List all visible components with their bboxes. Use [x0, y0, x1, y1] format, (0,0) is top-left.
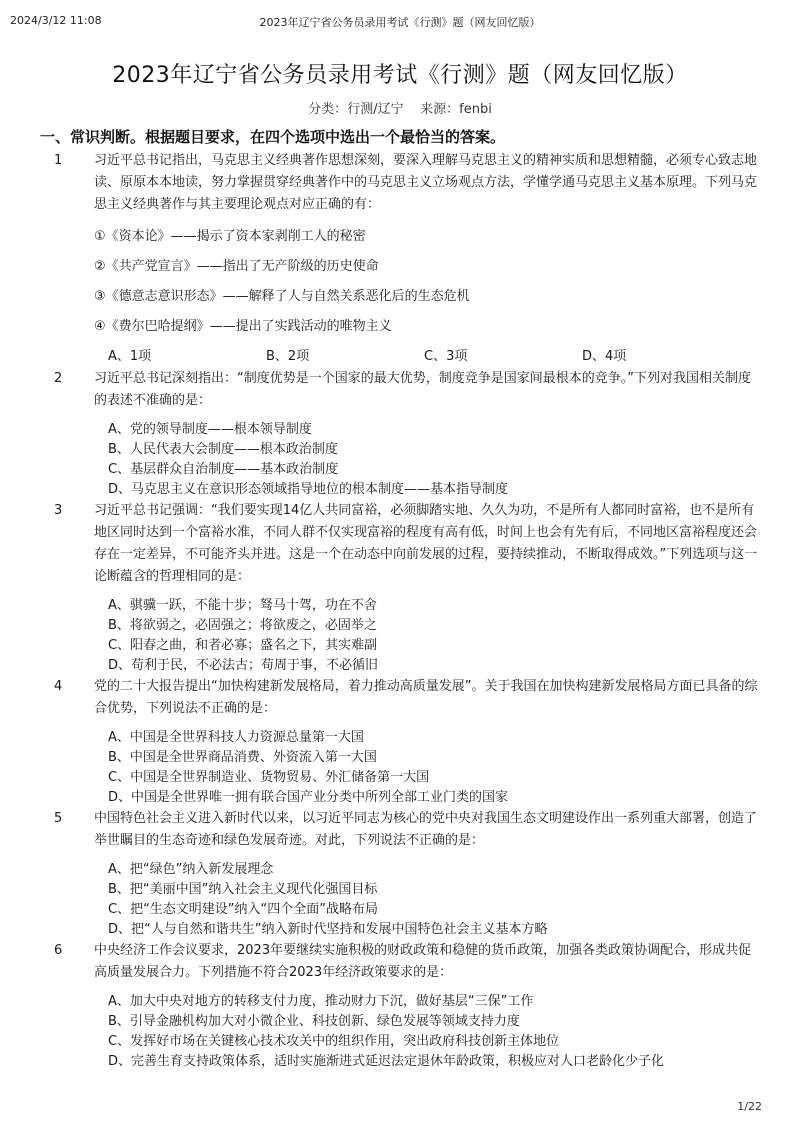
- option-list: [108, 420, 760, 500]
- question-stem: 习近平总书记深刻指出：“制度优势是一个国家的最大优势，制度竞争是国家间最根本的竞争。”下列对我国相关制度的表述不准确的是：: [94, 371, 751, 408]
- option-d[interactable]: D、把“人与自然和谐共生”纳入新时代坚持和发展中国特色社会主义基本方略: [108, 922, 548, 937]
- option-c[interactable]: C、阳春之曲，和者必寡；盛名之下，其实难副: [108, 638, 378, 653]
- question-number: 6: [54, 943, 63, 958]
- question-number: 3: [54, 503, 63, 518]
- statement: ②《共产党宣言》——指出了无产阶级的历史使命: [94, 259, 379, 274]
- source-label: 来源：: [420, 102, 460, 117]
- option-a[interactable]: A、骐骥一跃，不能十步；驽马十驾，功在不舍: [108, 598, 377, 613]
- option-list: [108, 596, 760, 676]
- option-b[interactable]: B、引导金融机构加大对小微企业、科技创新、绿色发展等领域支持力度: [108, 1014, 520, 1029]
- statement: ①《资本论》——揭示了资本家剥削工人的秘密: [94, 229, 366, 244]
- option-b[interactable]: B、人民代表大会制度——根本政治制度: [108, 442, 338, 457]
- question-4: [40, 676, 760, 808]
- option-a[interactable]: A、加大中央对地方的转移支付力度，推动财力下沉，做好基层“三保”工作: [108, 994, 534, 1009]
- meta-line: [0, 98, 800, 117]
- section-heading: 一、常识判断。根据题目要求，在四个选项中选出一个最恰当的答案。: [40, 128, 506, 146]
- question-6: [40, 940, 760, 1072]
- option-a[interactable]: A、把“绿色”纳入新发展理念: [108, 862, 274, 877]
- question-stem: 习近平总书记强调：“我们要实现14亿人共同富裕，必须脚踏实地、久久为功，不是所有人都同时富裕，也不是所有地区同时达到一个富裕水准，不同人群不仅实现富裕的程度有高有低，时间上也会有先有后，不同地区富裕程度还会存在一定差异，不可能齐头并进。这是一个在动态中向前发展的过程，要持续推动，不断取得成效。”下列选项与这一论断蕴含的哲理相同的是：: [94, 503, 758, 584]
- option-a[interactable]: A、1项: [108, 349, 152, 364]
- option-b[interactable]: B、把“美丽中国”纳入社会主义现代化强国目标: [108, 882, 378, 897]
- source-value: fenbi: [459, 102, 492, 117]
- statement-list: [94, 226, 760, 338]
- page-number: 1/22: [737, 1100, 762, 1113]
- option-a[interactable]: A、中国是全世界科技人力资源总量第一大国: [108, 730, 364, 745]
- option-c[interactable]: C、中国是全世界制造业、货物贸易、外汇储备第一大国: [108, 770, 430, 785]
- option-d[interactable]: D、苟利于民，不必法古；苟周于事，不必循旧: [108, 658, 379, 673]
- question-number: 1: [54, 153, 63, 168]
- option-d[interactable]: D、4项: [582, 349, 627, 364]
- question-list: [40, 150, 760, 1072]
- option-c[interactable]: C、把“生态文明建设”纳入“四个全面”战略布局: [108, 902, 379, 917]
- question-stem: 中国特色社会主义进入新时代以来，以习近平同志为核心的党中央对我国生态文明建设作出一系列重大部署，创造了举世瞩目的生态奇迹和绿色发展奇迹。对此，下列说法不正确的是：: [94, 811, 758, 848]
- option-list: [108, 728, 760, 808]
- option-b[interactable]: B、2项: [266, 349, 310, 364]
- option-d[interactable]: D、马克思主义在意识形态领域指导地位的根本制度——基本指导制度: [108, 482, 509, 497]
- page-title: 2023年辽宁省公务员录用考试《行测》题（网友回忆版）: [112, 63, 688, 88]
- option-b[interactable]: B、中国是全世界商品消费、外资流入第一大国: [108, 750, 377, 765]
- option-list: [108, 992, 760, 1072]
- option-a[interactable]: A、党的领导制度——根本领导制度: [108, 422, 312, 437]
- question-stem: 党的二十大报告提出“加快构建新发展格局，着力推动高质量发展”。关于我国在加快构建新发展格局方面已具备的综合优势，下列说法不正确的是：: [94, 679, 758, 716]
- print-datetime: 2024/3/12 11:08: [10, 14, 102, 27]
- category-label: 分类：: [308, 102, 348, 117]
- option-list: [108, 346, 760, 368]
- option-c[interactable]: C、发挥好市场在关键核心技术攻关中的组织作用，突出政府科技创新主体地位: [108, 1034, 560, 1049]
- question-5: [40, 808, 760, 940]
- statement: ④《费尔巴哈提纲》——提出了实践活动的唯物主义: [94, 319, 392, 334]
- question-number: 4: [54, 679, 63, 694]
- option-b[interactable]: B、将欲弱之，必固强之；将欲废之，必固举之: [108, 618, 377, 633]
- option-d[interactable]: D、完善生育支持政策体系，适时实施渐进式延迟法定退休年龄政策，积极应对人口老龄化少子化: [108, 1054, 665, 1069]
- question-number: 2: [54, 371, 63, 386]
- option-d[interactable]: D、中国是全世界唯一拥有联合国产业分类中所列全部工业门类的国家: [108, 790, 509, 805]
- category-link[interactable]: 行测/辽宁: [347, 102, 404, 117]
- question-3: [40, 500, 760, 676]
- question-1: [40, 150, 760, 368]
- statement: ③《德意志意识形态》——解释了人与自然关系恶化后的生态危机: [94, 289, 470, 304]
- option-c[interactable]: C、3项: [424, 349, 468, 364]
- option-list: [108, 860, 760, 940]
- question-stem: 习近平总书记指出，马克思主义经典著作思想深刻，要深入理解马克思主义的精神实质和思想精髓，必须专心致志地读、原原本本地读，努力掌握贯穿经典著作中的马克思主义立场观点方法，学懂学通马克思主义基本原理。下列马克思主义经典著作与其主要理论观点对应正确的有：: [94, 153, 758, 212]
- print-header-title: 2023年辽宁省公务员录用考试《行测》题（网友回忆版）: [259, 16, 541, 29]
- question-number: 5: [54, 811, 63, 826]
- question-2: [40, 368, 760, 500]
- option-c[interactable]: C、基层群众自治制度——基本政治制度: [108, 462, 339, 477]
- question-stem: 中央经济工作会议要求，2023年要继续实施积极的财政政策和稳健的货币政策，加强各类政策协调配合，形成共促高质量发展合力。下列措施不符合2023年经济政策要求的是：: [94, 943, 752, 980]
